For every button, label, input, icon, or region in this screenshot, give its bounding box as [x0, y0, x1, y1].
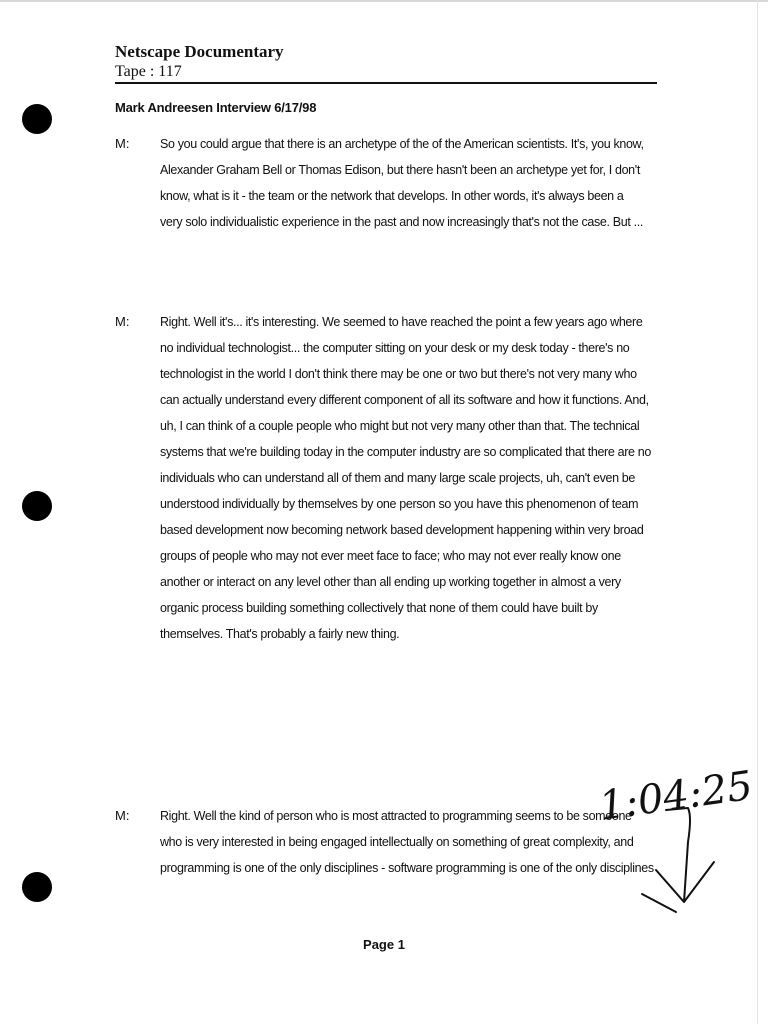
text-line: Right. Well it's... it's interesting. We seemed to have reached the point a few years ago where	[160, 315, 643, 329]
speaker-label: M:	[115, 136, 130, 151]
text-line: Alexander Graham Bell or Thomas Edison, but there hasn't been an archetype yet for, I don't	[160, 163, 640, 177]
text-line: another or interact on any level other than all ending up working together in almost a very	[160, 575, 621, 589]
document-header	[115, 42, 657, 82]
text-line: groups of people who may not ever meet face to face; who may not ever really know one	[160, 549, 621, 563]
header-rule	[115, 82, 657, 84]
text-line: who is very interested in being engaged intellectually on something of great complexity, and	[160, 835, 634, 849]
text-line: understood individually by themselves by one person so you have this phenomenon of team	[160, 497, 639, 511]
text-line: very solo individualistic experience in the past and now increasingly that's not the case. But ...	[160, 215, 643, 229]
turn-text	[160, 136, 680, 240]
text-line: uh, I can think of a couple people who might but not very many other than that. The technical	[160, 419, 640, 433]
turn-text	[160, 314, 680, 652]
scan-edge-right	[757, 0, 758, 1024]
text-line: programming is one of the only disciplines - software programming is one of the only disciplines	[160, 861, 654, 875]
text-line: no individual technologist... the computer sitting on your desk or my desk today - there's no	[160, 341, 630, 355]
handwritten-arrow-icon	[656, 808, 714, 902]
text-line: individuals who can understand all of them and many large scale projects, uh, can't even be	[160, 471, 636, 485]
handwritten-underline-stroke	[642, 894, 676, 912]
punch-hole-middle	[22, 491, 52, 521]
handwritten-timecode-text: 1:04:25	[596, 762, 756, 830]
speaker-label: M:	[115, 314, 130, 329]
text-line: themselves. That's probably a fairly new thing.	[160, 627, 400, 641]
speaker-label: M:	[115, 808, 130, 823]
scan-edge-top	[0, 0, 768, 2]
interview-title: Mark Andreesen Interview 6/17/98	[115, 100, 317, 115]
text-line: can actually understand every different component of all its software and how it functions. And,	[160, 393, 649, 407]
header-title: Netscape Documentary	[115, 42, 284, 61]
text-line: Right. Well the kind of person who is most attracted to programming seems to be someone	[160, 809, 632, 823]
text-line: So you could argue that there is an archetype of the of the American scientists. It's, you know,	[160, 137, 644, 151]
page-number: Page 1	[363, 937, 405, 952]
text-line: technologist in the world I don't think there may be one or two but there's not very many who	[160, 367, 637, 381]
header-tape: Tape : 117	[115, 63, 182, 80]
text-line: organic process building something collectively that none of them could have built by	[160, 601, 598, 615]
text-line: systems that we're building today in the computer industry are so complicated that there are no	[160, 445, 651, 459]
text-line: know, what is it - the team or the network that develops. In other words, it's always been a	[160, 189, 624, 203]
punch-hole-bottom	[22, 872, 52, 902]
text-line: based development now becoming network based development happening within very broad	[160, 523, 644, 537]
punch-hole-top	[22, 104, 52, 134]
handwritten-timecode-mark	[596, 752, 756, 932]
